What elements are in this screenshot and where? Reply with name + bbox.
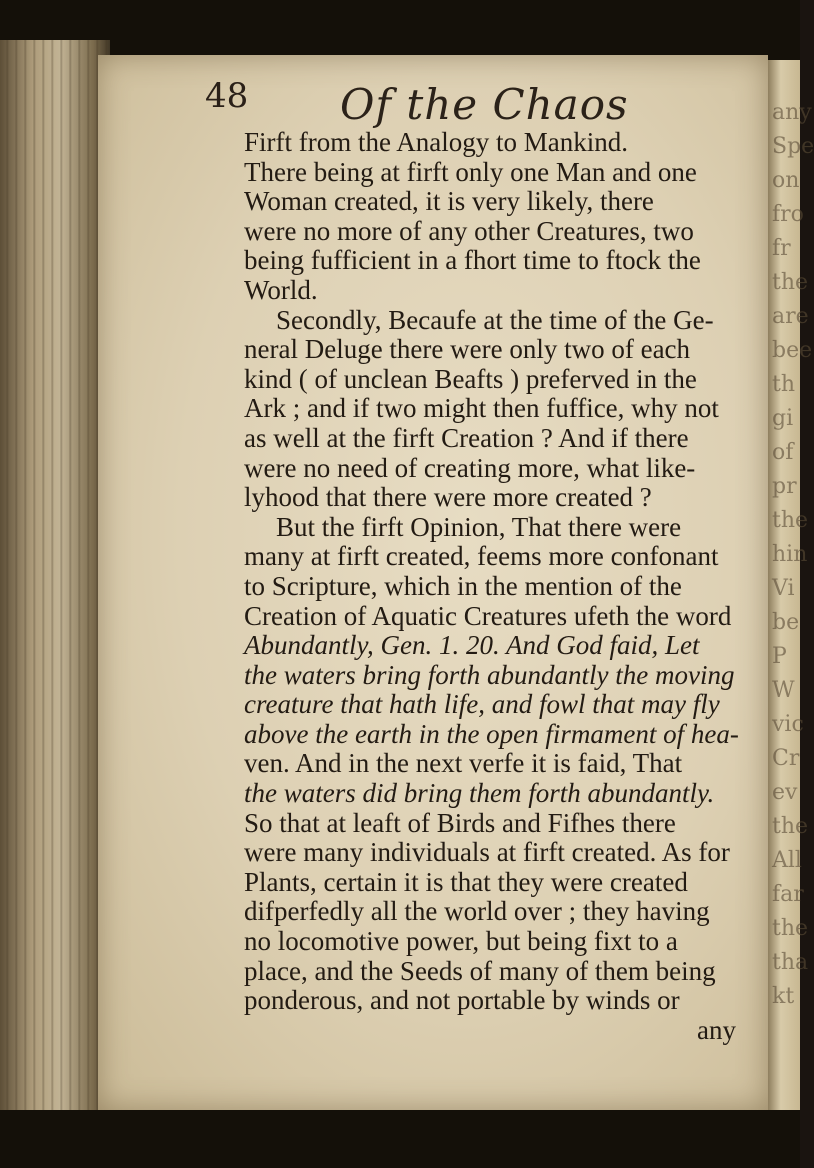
text-line: There being at firft only one Man and one <box>244 156 697 187</box>
text-line: to Scripture, which in the mention of the <box>244 570 682 601</box>
facing-page-glyph: Vi <box>772 576 795 601</box>
facing-page-glyph: any <box>772 100 812 125</box>
text-line: neral Deluge there were only two of each <box>244 334 691 365</box>
facing-page-glyph: th <box>772 372 796 397</box>
facing-page-glyph: Cr <box>772 746 800 771</box>
facing-page-glyph: the <box>772 814 809 839</box>
running-head: Of the Chaos <box>340 80 629 129</box>
facing-page-glyph: are <box>772 304 809 329</box>
paragraph-1 <box>244 128 754 306</box>
text-line: Plants, certain it is that they were created <box>244 866 688 897</box>
catchword: any <box>697 1014 736 1045</box>
text-line-italic: the waters bring forth abundantly the moving <box>244 659 735 690</box>
facing-page-glyph: kt <box>772 984 795 1009</box>
text-line: many at firft created, feems more confonant <box>244 541 719 572</box>
facing-page-glyph: Spe <box>772 134 814 159</box>
text-line: So that at leaft of Birds and Fifhes there <box>244 807 676 838</box>
facing-page-glyph: be <box>772 610 800 635</box>
text-line-italic: above the earth in the open firmament of hea- <box>244 718 739 749</box>
facing-page-glyph: the <box>772 916 809 941</box>
facing-page-glyph: All <box>772 848 802 873</box>
text-line: ven. And in the next verfe it is faid, That <box>244 748 683 779</box>
paragraph-3 <box>244 513 754 1016</box>
facing-page-glyph: gi <box>772 406 794 431</box>
text-line-italic: Abundantly, Gen. 1. 20. And God faid, Let <box>244 630 700 661</box>
text-line: But the firft Opinion, That there were <box>276 511 682 542</box>
text-line: being fufficient in a fhort time to ftock the <box>244 245 701 276</box>
text-line: World. <box>244 274 318 305</box>
facing-page-glyph: of <box>772 440 794 465</box>
paragraph-2 <box>244 306 754 513</box>
page-stack-edge <box>0 40 110 1110</box>
text-line-italic: creature that hath life, and fowl that may fly <box>244 689 720 720</box>
text-line: kind ( of unclean Beafts ) preferved in the <box>244 363 697 394</box>
text-line: place, and the Seeds of many of them being <box>244 955 716 986</box>
body-text <box>244 128 754 1045</box>
text-line: were no more of any other Creatures, two <box>244 215 694 246</box>
facing-page-glyph: bee <box>772 338 813 363</box>
text-line-italic: the waters did bring them forth abundantly. <box>244 778 715 809</box>
facing-page-glyph: ev <box>772 780 798 805</box>
text-line: difperfedly all the world over ; they having <box>244 896 710 927</box>
text-line: Firft from the Analogy to Mankind. <box>244 127 628 157</box>
text-line: were many individuals at firft created. As for <box>244 837 730 868</box>
text-line: Woman created, it is very likely, there <box>244 186 654 217</box>
facing-page-glyph: P <box>772 644 787 669</box>
facing-page-glyph: the <box>772 270 809 295</box>
text-line: Ark ; and if two might then fuffice, why not <box>244 393 719 424</box>
text-line: were no need of creating more, what like- <box>244 452 696 483</box>
text-line: no locomotive power, but being fixt to a <box>244 926 678 957</box>
facing-page-glyph: fr <box>772 236 791 261</box>
text-line: as well at the firft Creation ? And if there <box>244 422 689 453</box>
facing-page-glyph: tha <box>772 950 809 975</box>
text-line: ponderous, and not portable by winds or <box>244 985 680 1016</box>
facing-page-glyph: the <box>772 508 809 533</box>
facing-page-glyph: vic <box>772 712 804 737</box>
text-line: Creation of Aquatic Creatures ufeth the word <box>244 600 732 631</box>
text-line: lyhood that there were more created ? <box>244 482 652 513</box>
page-number: 48 <box>205 76 249 116</box>
facing-page-glyph: fro <box>772 202 804 227</box>
facing-page-glyph: far <box>772 882 804 907</box>
text-line: Secondly, Becaufe at the time of the Ge- <box>276 304 714 335</box>
facing-page-edge <box>768 60 814 1110</box>
facing-page-glyph: hin <box>772 542 808 567</box>
facing-page-glyph: pr <box>772 474 797 499</box>
facing-page-glyph: on <box>772 168 800 193</box>
facing-page-glyph: W <box>772 678 795 703</box>
